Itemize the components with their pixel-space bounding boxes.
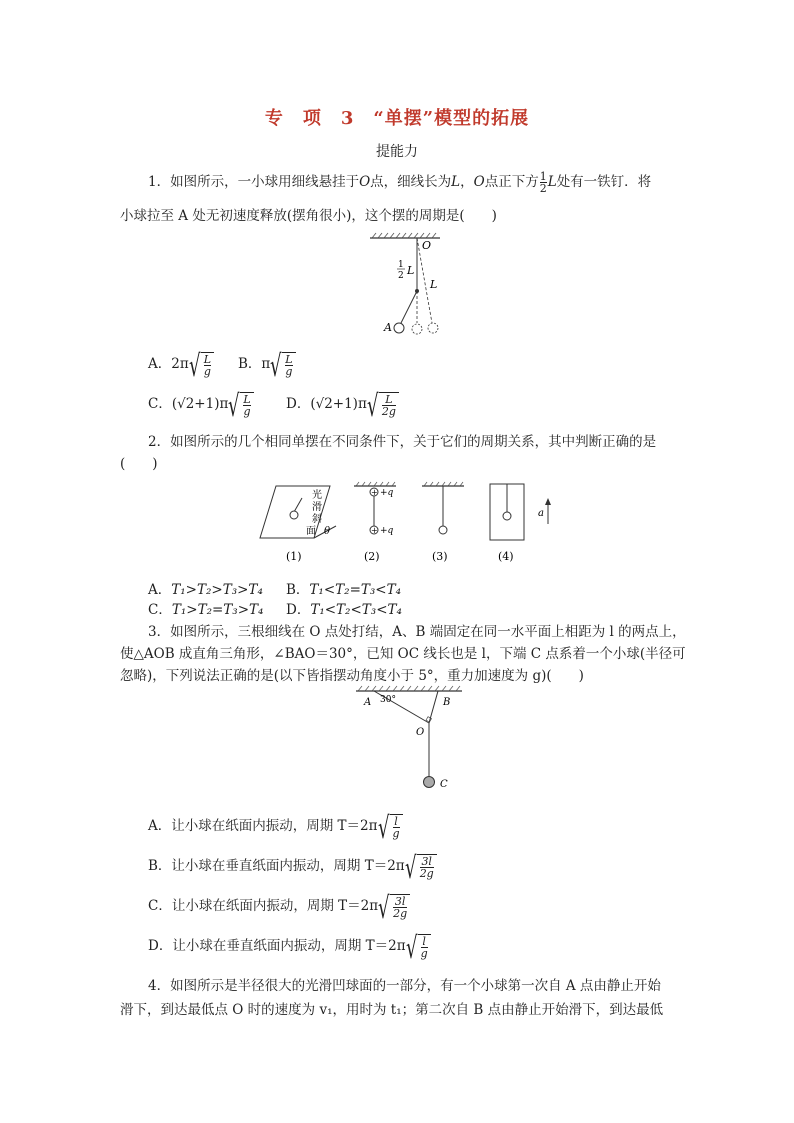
fig3-label-c: C [440, 779, 448, 790]
caption-4: (4) [498, 550, 514, 563]
fig2-label-q-top: +q [380, 488, 394, 498]
q1-half-fraction: $\frac{1}{2}$ [539, 170, 547, 195]
q1-line1: 1．如图所示，一小球用细线悬挂于O点，细线长为L，O点正下方 $\frac{1}{2}$ L处有一铁钉．将 [148, 170, 652, 195]
svg-text:+: + [371, 526, 378, 535]
fig2-label-q-bottom: +q [380, 526, 394, 536]
slope-char-3: 斜 [312, 514, 322, 525]
slope-char-1: 光 [312, 490, 322, 501]
fig4-label-a: a [538, 508, 544, 519]
section-subtitle: 提能力 [376, 144, 418, 160]
q2-fig2-charged [354, 482, 396, 536]
fig3-label-angle: 30° [380, 695, 396, 705]
page-title: 专 项 3 “单摆”模型的拓展 [264, 108, 530, 129]
ceiling-hatch [372, 233, 436, 238]
svg-text:+: + [371, 488, 378, 497]
fig3-label-a: A [364, 697, 372, 708]
ball-a [394, 323, 404, 333]
fig1-label-half-l: L [407, 264, 415, 277]
ball-right [428, 323, 438, 333]
q2-line2: ( ) [120, 456, 158, 472]
q3-option-a[interactable]: A．让小球在纸面内振动，周期 T＝2π √ $\frac{l}{g}$ [148, 814, 403, 839]
q3-option-b[interactable]: B．让小球在垂直纸面内振动，周期 T＝2π √ $\frac{3l}{2g}$ [148, 854, 437, 879]
q1-option-c[interactable]: C．(√2+1)π √ $\frac{L}{g}$ [148, 392, 254, 417]
ball-lowest [412, 324, 422, 334]
q4-line1: 4．如图所示是半径很大的光滑凹球面的一部分，有一个小球第一次自 A 点由静止开始 [148, 978, 661, 994]
q2-option-d[interactable]: D．T₁<T₂<T₃<T₄ [286, 602, 402, 618]
fig1-half-num: 1 [398, 260, 404, 270]
q3-option-c[interactable]: C．让小球在纸面内振动，周期 T＝2π √ $\frac{3l}{2g}$ [148, 894, 410, 919]
q2-fig1-slope [260, 486, 336, 538]
q4-line2: 滑下，到达最低点 O 时的速度为 v₁，用时为 t₁；第二次自 B 点由静止开始滑下，到达最低 [120, 1002, 664, 1018]
q1-option-a[interactable]: A．2π √ $\frac{L}{g}$ [148, 352, 214, 377]
q2-option-c[interactable]: C．T₁>T₂=T₃>T₄ [148, 602, 264, 618]
fig3-label-b: B [443, 697, 451, 708]
q2-fig3-plain [422, 482, 464, 534]
q1-pendulum-figure [360, 232, 460, 342]
q1-option-d[interactable]: D．(√2+1)π √ $\frac{L}{2g}$ [286, 392, 399, 417]
q3-knot-figure [350, 685, 470, 795]
q3-option-d[interactable]: D．让小球在垂直纸面内振动，周期 T＝2π √ $\frac{l}{g}$ [148, 934, 431, 959]
caption-3: (3) [432, 550, 448, 563]
q1-option-b[interactable]: B．π √ $\frac{L}{g}$ [238, 352, 296, 377]
q2-option-a[interactable]: A．T₁>T₂>T₃>T₄ [148, 582, 263, 598]
fig1-half-den: 2 [398, 271, 404, 281]
q2-fig4-elevator [490, 484, 551, 540]
fig3-label-o: O [416, 727, 425, 738]
ball-c [424, 777, 435, 788]
fig1-label-l: L [430, 278, 438, 291]
slope-char-4: 面 [306, 526, 316, 537]
fig2-label-theta: θ [324, 526, 331, 537]
caption-1: (1) [286, 550, 302, 563]
q2-option-b[interactable]: B．T₁<T₂=T₃<T₄ [286, 582, 402, 598]
q3-line3: 忽略)，下列说法正确的是(以下皆指摆动角度小于 5°，重力加速度为 g)( ) [120, 668, 584, 684]
q3-line2: 使△AOB 成直角三角形，∠BAO＝30°，已知 OC 线长也是 l，下端 C 点系着一个小球(半径可 [120, 646, 686, 662]
fig1-label-a: A [384, 321, 392, 334]
fig1-label-o: O [422, 239, 432, 252]
swing-string [401, 291, 417, 323]
q2-figures [254, 480, 564, 570]
caption-2: (2) [364, 550, 380, 563]
q3-line1: 3．如图所示，三根细线在 O 点处打结，A、B 端固定在同一水平面上相距为 l 的两点上， [148, 624, 686, 640]
q1-line2: 小球拉至 A 处无初速度释放(摆角很小)，这个摆的周期是( ) [120, 208, 497, 224]
q2-line1: 2．如图所示的几个相同单摆在不同条件下，关于它们的周期关系，其中判断正确的是 [148, 434, 657, 450]
slope-char-2: 滑 [312, 502, 322, 513]
